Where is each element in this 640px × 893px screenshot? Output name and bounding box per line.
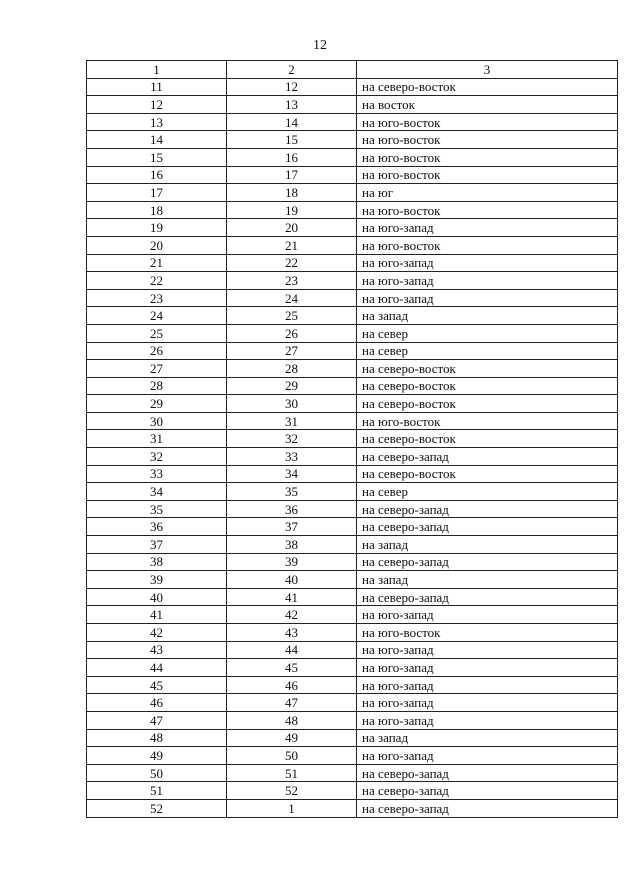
from-point-cell: 19 [87, 219, 227, 237]
from-point-cell: 23 [87, 289, 227, 307]
to-point-cell: 12 [227, 78, 357, 96]
from-point-cell: 52 [87, 799, 227, 817]
table-row [87, 113, 618, 131]
to-point-cell: 18 [227, 184, 357, 202]
to-point-cell: 49 [227, 729, 357, 747]
to-point-cell: 27 [227, 342, 357, 360]
direction-cell: на запад [357, 307, 618, 325]
to-point-cell: 39 [227, 553, 357, 571]
to-point-cell: 45 [227, 659, 357, 677]
direction-cell: на северо-запад [357, 764, 618, 782]
direction-cell: на северо-запад [357, 799, 618, 817]
from-point-cell: 14 [87, 131, 227, 149]
from-point-cell: 37 [87, 536, 227, 554]
table-row [87, 694, 618, 712]
from-point-cell: 34 [87, 483, 227, 501]
from-point-cell: 36 [87, 518, 227, 536]
direction-cell: на юго-восток [357, 166, 618, 184]
table-row [87, 536, 618, 554]
to-point-cell: 52 [227, 782, 357, 800]
to-point-cell: 24 [227, 289, 357, 307]
table-row [87, 307, 618, 325]
to-point-cell: 38 [227, 536, 357, 554]
to-point-cell: 31 [227, 412, 357, 430]
to-point-cell: 14 [227, 113, 357, 131]
table-row [87, 166, 618, 184]
to-point-cell: 48 [227, 711, 357, 729]
table-row [87, 148, 618, 166]
to-point-cell: 17 [227, 166, 357, 184]
table-row [87, 606, 618, 624]
from-point-cell: 29 [87, 395, 227, 413]
table-row [87, 799, 618, 817]
to-point-cell: 20 [227, 219, 357, 237]
from-point-cell: 16 [87, 166, 227, 184]
to-point-cell: 34 [227, 465, 357, 483]
from-point-cell: 28 [87, 377, 227, 395]
from-point-cell: 33 [87, 465, 227, 483]
from-point-cell: 21 [87, 254, 227, 272]
from-point-cell: 40 [87, 588, 227, 606]
direction-cell: на юго-запад [357, 219, 618, 237]
table-row [87, 483, 618, 501]
table-row [87, 78, 618, 96]
direction-cell: на северо-запад [357, 500, 618, 518]
header-row [87, 61, 618, 79]
to-point-cell: 25 [227, 307, 357, 325]
to-point-cell: 16 [227, 148, 357, 166]
direction-cell: на северо-восток [357, 360, 618, 378]
to-point-cell: 19 [227, 201, 357, 219]
to-point-cell: 28 [227, 360, 357, 378]
to-point-cell: 51 [227, 764, 357, 782]
table-row [87, 448, 618, 466]
direction-cell: на юго-восток [357, 236, 618, 254]
from-point-cell: 49 [87, 747, 227, 765]
direction-cell: на юго-восток [357, 148, 618, 166]
to-point-cell: 22 [227, 254, 357, 272]
table-row [87, 289, 618, 307]
to-point-cell: 35 [227, 483, 357, 501]
direction-cell: на юго-восток [357, 131, 618, 149]
direction-cell: на юго-запад [357, 659, 618, 677]
from-point-cell: 51 [87, 782, 227, 800]
to-point-cell: 42 [227, 606, 357, 624]
direction-cell: на юго-запад [357, 747, 618, 765]
from-point-cell: 50 [87, 764, 227, 782]
from-point-cell: 46 [87, 694, 227, 712]
direction-cell: на северо-запад [357, 518, 618, 536]
direction-cell: на восток [357, 96, 618, 114]
direction-cell: на юго-запад [357, 711, 618, 729]
from-point-cell: 25 [87, 324, 227, 342]
to-point-cell: 13 [227, 96, 357, 114]
to-point-cell: 40 [227, 571, 357, 589]
from-point-cell: 38 [87, 553, 227, 571]
direction-cell: на юго-восток [357, 201, 618, 219]
to-point-cell: 50 [227, 747, 357, 765]
direction-cell: на северо-восток [357, 395, 618, 413]
table-row [87, 729, 618, 747]
table-row [87, 764, 618, 782]
from-point-cell: 20 [87, 236, 227, 254]
from-point-cell: 18 [87, 201, 227, 219]
table-row [87, 782, 618, 800]
table-row [87, 553, 618, 571]
table-row [87, 131, 618, 149]
table-row [87, 342, 618, 360]
table-row [87, 659, 618, 677]
direction-cell: на юго-восток [357, 113, 618, 131]
table-row [87, 395, 618, 413]
direction-cell: на северо-запад [357, 553, 618, 571]
header-col-2: 2 [227, 61, 357, 79]
from-point-cell: 17 [87, 184, 227, 202]
direction-cell: на запад [357, 536, 618, 554]
to-point-cell: 41 [227, 588, 357, 606]
table-row [87, 201, 618, 219]
from-point-cell: 41 [87, 606, 227, 624]
from-point-cell: 39 [87, 571, 227, 589]
direction-cell: на юго-запад [357, 641, 618, 659]
direction-cell: на запад [357, 571, 618, 589]
direction-cell: на север [357, 483, 618, 501]
to-point-cell: 30 [227, 395, 357, 413]
to-point-cell: 23 [227, 272, 357, 290]
direction-cell: на запад [357, 729, 618, 747]
from-point-cell: 35 [87, 500, 227, 518]
to-point-cell: 46 [227, 676, 357, 694]
direction-cell: на северо-запад [357, 448, 618, 466]
table-row [87, 254, 618, 272]
direction-cell: на юго-восток [357, 412, 618, 430]
direction-cell: на северо-запад [357, 782, 618, 800]
direction-cell: на юго-запад [357, 694, 618, 712]
direction-cell: на юго-восток [357, 624, 618, 642]
from-point-cell: 48 [87, 729, 227, 747]
table-row [87, 360, 618, 378]
from-point-cell: 45 [87, 676, 227, 694]
from-point-cell: 42 [87, 624, 227, 642]
table-row [87, 624, 618, 642]
from-point-cell: 30 [87, 412, 227, 430]
to-point-cell: 37 [227, 518, 357, 536]
from-point-cell: 31 [87, 430, 227, 448]
to-point-cell: 33 [227, 448, 357, 466]
table-row [87, 219, 618, 237]
from-point-cell: 22 [87, 272, 227, 290]
table-row [87, 518, 618, 536]
direction-cell: на северо-восток [357, 377, 618, 395]
header-col-1: 1 [87, 61, 227, 79]
header-col-3: 3 [357, 61, 618, 79]
table-row [87, 500, 618, 518]
from-point-cell: 13 [87, 113, 227, 131]
table-row [87, 676, 618, 694]
direction-cell: на юго-запад [357, 606, 618, 624]
to-point-cell: 15 [227, 131, 357, 149]
direction-cell: на север [357, 342, 618, 360]
from-point-cell: 44 [87, 659, 227, 677]
page-number: 12 [313, 38, 327, 53]
from-point-cell: 32 [87, 448, 227, 466]
direction-cell: на юг [357, 184, 618, 202]
table-row [87, 96, 618, 114]
table-body [87, 78, 618, 817]
table-row [87, 641, 618, 659]
table-row [87, 324, 618, 342]
direction-cell: на северо-запад [357, 588, 618, 606]
from-point-cell: 12 [87, 96, 227, 114]
table-row [87, 430, 618, 448]
to-point-cell: 29 [227, 377, 357, 395]
table-row [87, 711, 618, 729]
direction-cell: на северо-восток [357, 430, 618, 448]
table-row [87, 588, 618, 606]
from-point-cell: 15 [87, 148, 227, 166]
table-row [87, 412, 618, 430]
table-row [87, 236, 618, 254]
to-point-cell: 43 [227, 624, 357, 642]
table-row [87, 571, 618, 589]
direction-cell: на юго-запад [357, 676, 618, 694]
table-header [87, 61, 618, 79]
from-point-cell: 26 [87, 342, 227, 360]
from-point-cell: 43 [87, 641, 227, 659]
to-point-cell: 32 [227, 430, 357, 448]
table-row [87, 465, 618, 483]
direction-cell: на север [357, 324, 618, 342]
direction-table [86, 60, 618, 818]
from-point-cell: 27 [87, 360, 227, 378]
table-row [87, 184, 618, 202]
from-point-cell: 11 [87, 78, 227, 96]
to-point-cell: 1 [227, 799, 357, 817]
to-point-cell: 21 [227, 236, 357, 254]
table-row [87, 377, 618, 395]
direction-cell: на юго-запад [357, 272, 618, 290]
from-point-cell: 47 [87, 711, 227, 729]
from-point-cell: 24 [87, 307, 227, 325]
direction-cell: на юго-запад [357, 289, 618, 307]
direction-cell: на юго-запад [357, 254, 618, 272]
direction-cell: на северо-восток [357, 465, 618, 483]
to-point-cell: 36 [227, 500, 357, 518]
direction-cell: на северо-восток [357, 78, 618, 96]
to-point-cell: 26 [227, 324, 357, 342]
table-row [87, 747, 618, 765]
to-point-cell: 44 [227, 641, 357, 659]
table-row [87, 272, 618, 290]
to-point-cell: 47 [227, 694, 357, 712]
